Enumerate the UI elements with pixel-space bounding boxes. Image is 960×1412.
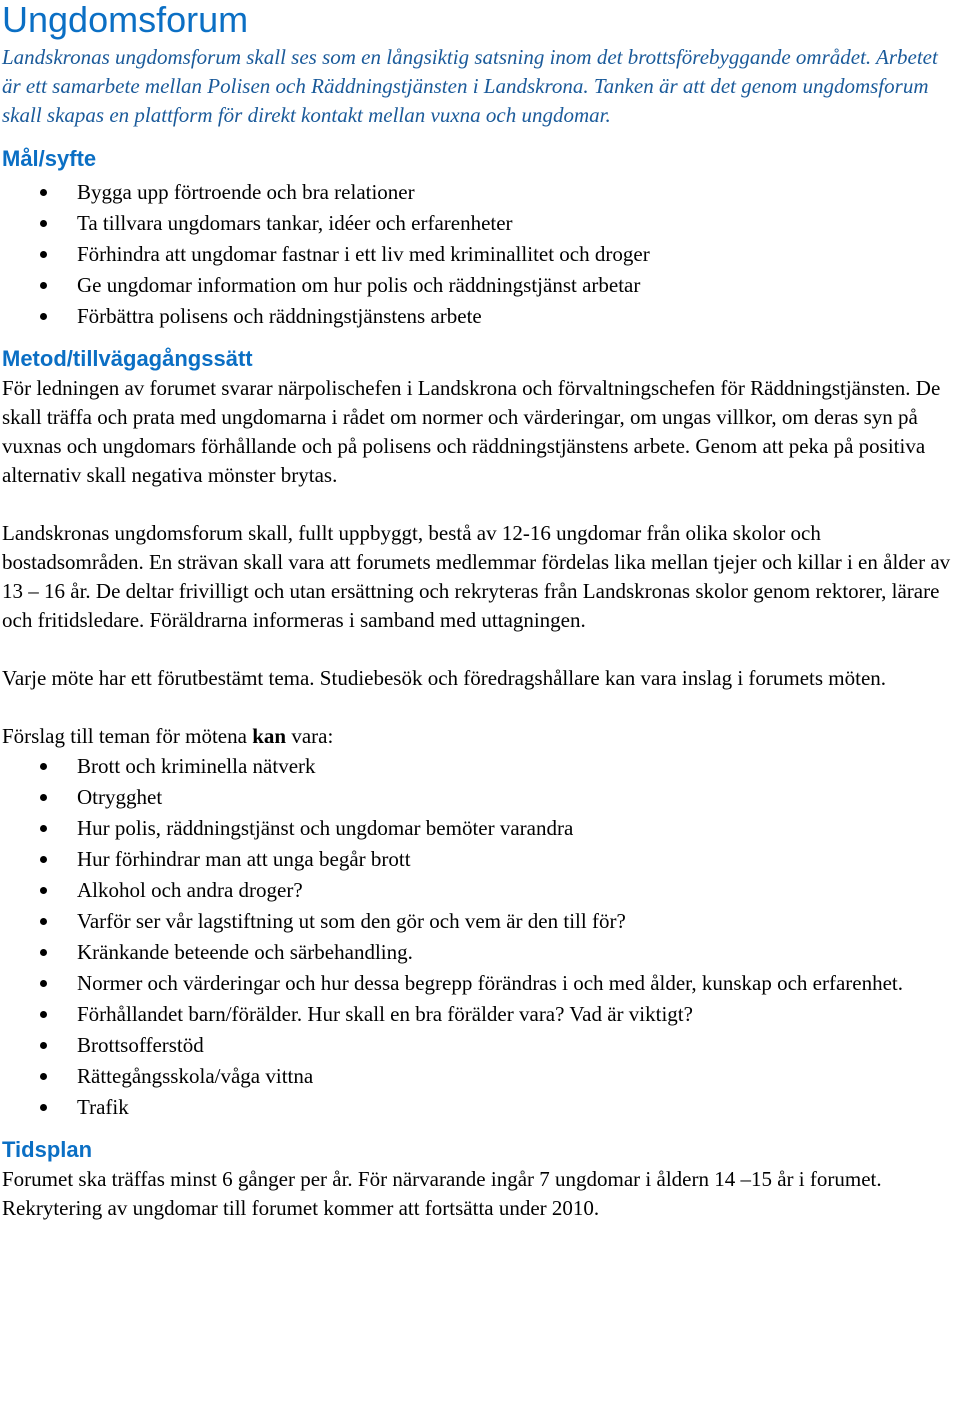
tidsplan-paragraph: Forumet ska träffas minst 6 gånger per år. För närvarande ingår 7 ungdomar i åldern 14 –15 år i forumet. Rekrytering av ungdomar till forumet kommer att fortsätta under 2010. — [2, 1167, 882, 1220]
bullet-icon — [40, 282, 47, 289]
heading-mal-syfte: Mål/syfte — [2, 146, 97, 171]
bullet-icon — [40, 980, 47, 987]
bullet-icon — [40, 1073, 47, 1080]
themes-intro-text: Förslag till teman för mötena — [2, 724, 253, 748]
list-item — [0, 177, 947, 208]
list-item — [0, 751, 947, 782]
list-item — [0, 208, 947, 239]
list-item-text: Ta tillvara ungdomars tankar, idéer och erfarenheter — [77, 211, 513, 235]
list-item-text: Ge ungdomar information om hur polis och räddningstjänst arbetar — [77, 273, 641, 297]
list-item — [0, 875, 947, 906]
bullet-icon — [40, 763, 47, 770]
heading-tidsplan: Tidsplan — [2, 1137, 93, 1162]
list-item — [0, 813, 947, 844]
list-item-text: Förbättra polisens och räddningstjänstens arbete — [77, 304, 482, 328]
list-item — [0, 1061, 947, 1092]
list-item — [0, 999, 947, 1030]
themes-intro-emphasis: kan — [252, 724, 287, 748]
list-item-text: Rättegångsskola/våga vittna — [77, 1064, 314, 1088]
metod-paragraph-2: Landskronas ungdomsforum skall, fullt uppbyggt, bestå av 12-16 ungdomar från olika skolor och bostadsområden. En strävan skall vara att forumets medlemmar fördelas lika mellan tjejer och killar i en ålder av 13 – 16 år. De deltar frivilligt och utan ersättning och rekryteras från Landskronas skolor genom rektorer, lärare och fritidsledare. Föräldrarna informeras i samband med uttagningen. — [2, 521, 951, 632]
list-item-text: Förhållandet barn/förälder. Hur skall en bra förälder vara? Vad är viktigt? — [77, 1002, 693, 1026]
mal-syfte-list — [0, 177, 960, 332]
bullet-icon — [40, 825, 47, 832]
bullet-icon — [40, 887, 47, 894]
list-item-text: Normer och värderingar och hur dessa begrepp förändras i och med ålder, kunskap och erfarenhet. — [77, 971, 903, 995]
list-item-text: Varför ser vår lagstiftning ut som den gör och vem är den till för? — [77, 909, 626, 933]
list-item — [0, 906, 947, 937]
list-item — [0, 1030, 947, 1061]
list-item — [0, 1092, 947, 1123]
metod-paragraph-3: Varje möte har ett förutbestämt tema. Studiebesök och föredragshållare kan vara inslag i forumets möten. — [2, 666, 887, 690]
themes-intro-tail: vara: — [286, 724, 334, 748]
list-item — [0, 937, 947, 968]
bullet-icon — [40, 1104, 47, 1111]
themes-intro — [0, 722, 956, 751]
bullet-icon — [40, 1011, 47, 1018]
list-item — [0, 844, 947, 875]
list-item — [0, 782, 947, 813]
list-item-text: Trafik — [77, 1095, 129, 1119]
list-item — [0, 270, 947, 301]
heading-metod: Metod/tillvägagångssätt — [2, 346, 253, 371]
list-item-text: Bygga upp förtroende och bra relationer — [77, 180, 415, 204]
list-item — [0, 968, 947, 999]
bullet-icon — [40, 856, 47, 863]
bullet-icon — [40, 189, 47, 196]
list-item — [0, 239, 947, 270]
bullet-icon — [40, 949, 47, 956]
bullet-icon — [40, 313, 47, 320]
list-item-text: Brott och kriminella nätverk — [77, 754, 316, 778]
themes-list — [0, 751, 960, 1123]
page-title: Ungdomsforum — [2, 0, 249, 40]
bullet-icon — [40, 1042, 47, 1049]
list-item-text: Kränkande beteende och särbehandling. — [77, 940, 413, 964]
bullet-icon — [40, 918, 47, 925]
list-item-text: Otrygghet — [77, 785, 163, 809]
list-item-text: Hur förhindrar man att unga begår brott — [77, 847, 411, 871]
bullet-icon — [40, 220, 47, 227]
list-item-text: Brottsofferstöd — [77, 1033, 204, 1057]
list-item-text: Hur polis, räddningstjänst och ungdomar bemöter varandra — [77, 816, 574, 840]
metod-paragraph-1: För ledningen av forumet svarar närpolischefen i Landskrona och förvaltningschefen för Räddningstjänsten. De skall träffa och prata med ungdomarna i rådet om normer och värderingar, om ungas villkor, om deras syn på vuxnas och ungdomars förhållande och på polisens och räddningstjänstens arbete. Genom att peka på positiva alternativ skall negativa mönster brytas. — [2, 376, 941, 487]
list-item-text: Alkohol och andra droger? — [77, 878, 303, 902]
list-item-text: Förhindra att ungdomar fastnar i ett liv med kriminallitet och droger — [77, 242, 650, 266]
intro-paragraph: Landskronas ungdomsforum skall ses som en långsiktig satsning inom det brottsförebyggande området. Arbetet är ett samarbete mellan Polisen och Räddningstjänsten i Landskrona. Tanken är att det genom ungdomsforum skall skapas en plattform för direkt kontakt mellan vuxna och ungdomar. — [2, 45, 938, 127]
bullet-icon — [40, 794, 47, 801]
list-item — [0, 301, 947, 332]
bullet-icon — [40, 251, 47, 258]
